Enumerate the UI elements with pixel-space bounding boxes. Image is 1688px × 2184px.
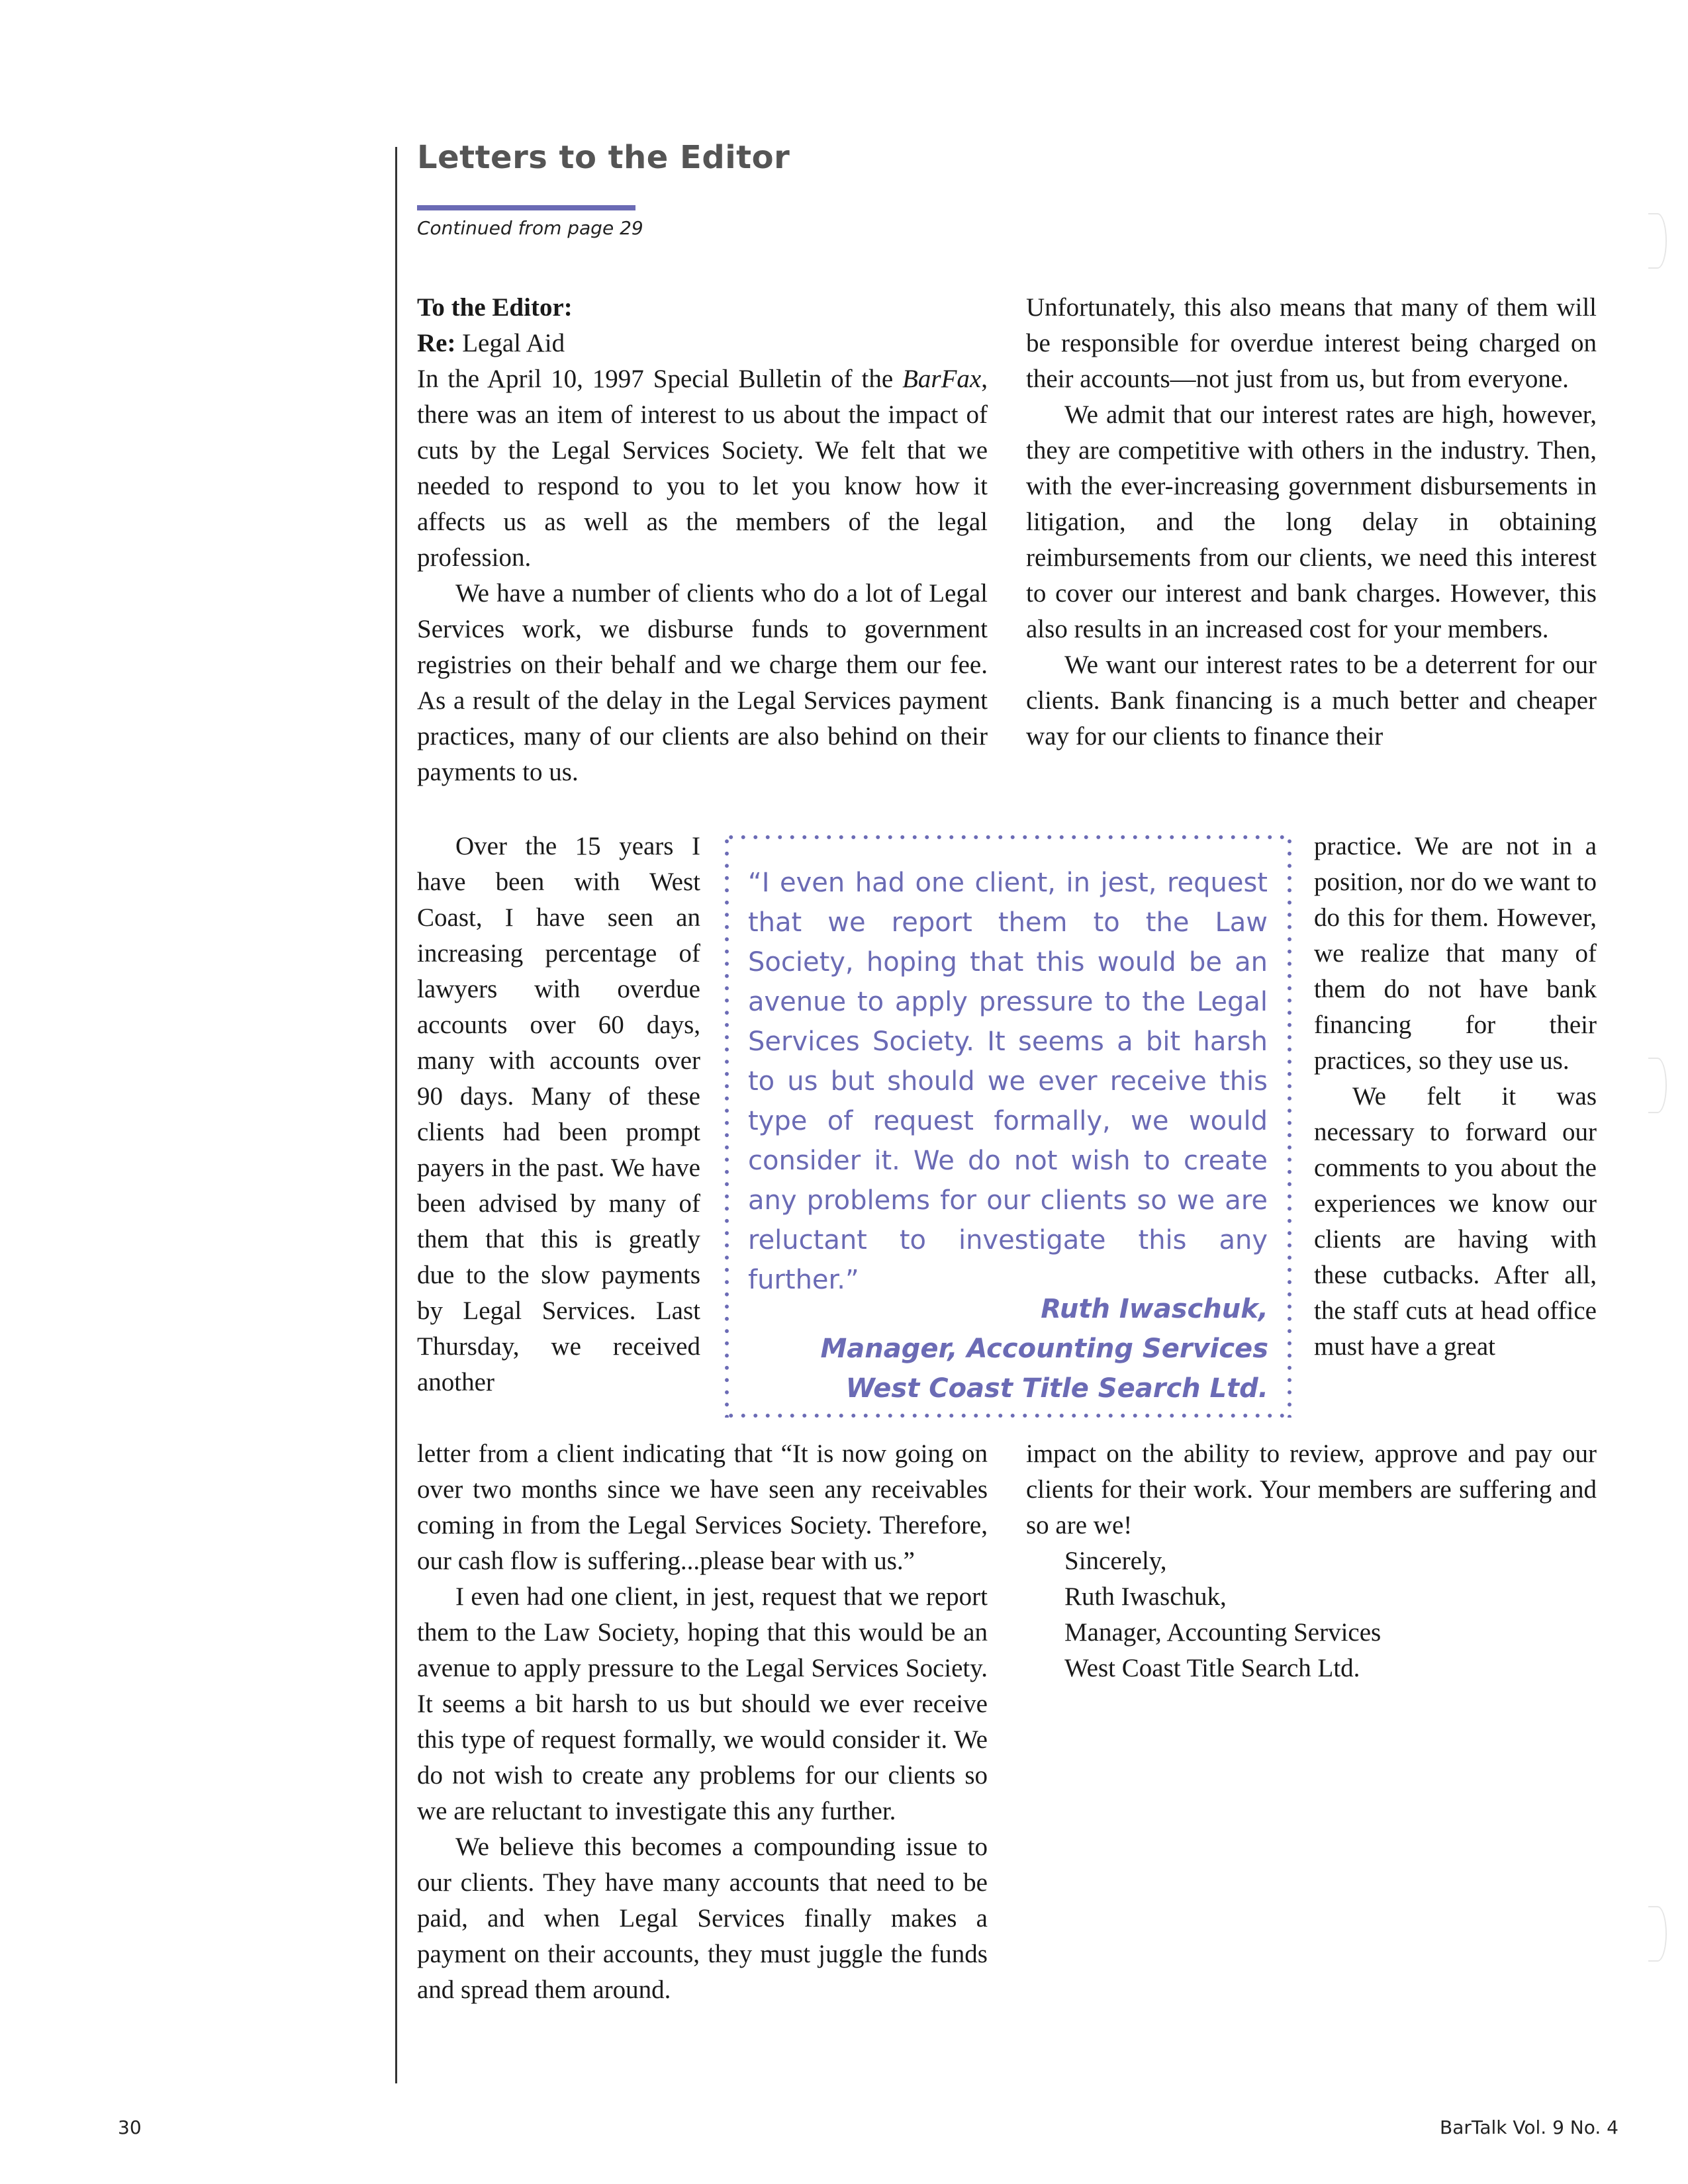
letter-paragraph-r3a: We want our interest rates to be a deterrent for our clients. Bank financing is a much better and cheaper way for our clients to finance their xyxy=(1026,651,1597,751)
continued-note: Continued from page 29 xyxy=(417,217,643,239)
pull-quote-border-left xyxy=(725,835,729,1418)
binder-hole-icon xyxy=(1648,1906,1667,1962)
right-column-narrow xyxy=(1314,829,1597,1365)
letter-subject: Re: Legal Aid xyxy=(417,329,565,357)
pull-quote-company: West Coast Title Search Ltd. xyxy=(845,1373,1268,1404)
pull-quote-border-bottom xyxy=(725,1414,1291,1418)
letter-paragraph-r4b: impact on the ability to review, approve and pay our clients for their work. Your members are suffering and so are we! xyxy=(1026,1439,1597,1539)
pull-quote-border-right xyxy=(1288,835,1291,1418)
letter-paragraph-2: We have a number of clients who do a lot of Legal Services work, we disburse funds to government registries on their behalf and we charge them our fee. As a result of the delay in the Legal Services payment practices, many of our clients are also behind on their payments to us. xyxy=(417,579,988,786)
letter-paragraph-3b: letter from a client indicating that “It is now going on over two months since we have seen any receivables coming in from the Legal Services Society. Therefore, our cash flow is suffering...please bear with us.” xyxy=(417,1439,988,1575)
pull-quote-attribution xyxy=(820,1289,1268,1408)
pull-quote-title: Manager, Accounting Services xyxy=(820,1334,1268,1364)
signature-block xyxy=(1026,1543,1597,1686)
letter-paragraph-r1: Unfortunately, this also means that many of them will be responsible for overdue interest being charged on their accounts—not just from us, but from everyone. xyxy=(1026,293,1597,393)
pull-quote-border-top xyxy=(725,835,1291,839)
left-column-top xyxy=(417,290,988,790)
signer-name: Ruth Iwaschuk, xyxy=(1064,1582,1227,1611)
pull-quote-name: Ruth Iwaschuk, xyxy=(1041,1294,1268,1324)
section-title: Letters to the Editor xyxy=(417,139,790,176)
letter-paragraph-1: In the April 10, 1997 Special Bulletin of the BarFax, there was an item of interest to us about the impact of cuts by the Legal Services Society. We felt that we needed to respond to you to let you know how it affects us as well as the members of the legal profession. xyxy=(417,365,988,572)
margin-rule xyxy=(395,147,397,2083)
pull-quote xyxy=(725,835,1291,1418)
binder-hole-icon xyxy=(1648,213,1667,269)
left-column-bottom xyxy=(417,1436,988,2008)
left-column-narrow xyxy=(417,829,700,1400)
letter-paragraph-r4a: We felt it was necessary to forward our comments to you about the experiences we know our clients are having with these cutbacks. After all, the staff cuts at head office must have a great xyxy=(1314,1082,1597,1361)
signer-company: West Coast Title Search Ltd. xyxy=(1064,1654,1360,1682)
letter-salutation: To the Editor: xyxy=(417,293,573,322)
letter-paragraph-3a: Over the 15 years I have been with West Coast, I have seen an increasing percentage of lawyers with overdue accounts over 60 days, many with accounts over 90 days. Many of these clients had been prompt payers in the past. We have been advised by many of them that this is greatly due to the slow payments by Legal Services. Last Thursday, we received another xyxy=(417,832,700,1396)
page-number: 30 xyxy=(118,2116,142,2138)
pull-quote-text: “I even had one client, in jest, request that we report them to the Law Society, hoping that this would be an avenue to apply pressure to the Legal Services Society. It seems a bit harsh to us but should we ever receive this type of request formally, we would consider it. We do not wish to create any problems for our clients so we are reluctant to investigate this any further.” xyxy=(748,868,1268,1295)
letter-paragraph-4: I even had one client, in jest, request that we report them to the Law Society, hoping that this would be an avenue to apply pressure to the Legal Services Society. It seems a bit harsh to us but should we ever receive this type of request formally, we would consider it. We do not wish to create any problems for our clients so we are reluctant to investigate this any further. xyxy=(417,1582,988,1825)
signer-title: Manager, Accounting Services xyxy=(1064,1618,1382,1647)
letter-paragraph-r2: We admit that our interest rates are high, however, they are competitive with others in the industry. Then, with the ever-increasing government disbursements in litigation, and the long delay in obtaining reimbursements from our clients, we need this interest to cover our interest and bank charges. However, this also results in an increased cost for your members. xyxy=(1026,400,1597,643)
right-column-bottom xyxy=(1026,1436,1597,1686)
letter-paragraph-r3b: practice. We are not in a position, nor do we want to do this for them. However, we realize that many of them do not have bank financing for their practices, so they use us. xyxy=(1314,832,1597,1075)
title-underline xyxy=(417,205,635,210)
letter-paragraph-5: We believe this becomes a compounding issue to our clients. They have many accounts that need to be paid, and when Legal Services finally makes a payment on their accounts, they must juggle the funds and spread them around. xyxy=(417,1833,988,2004)
binder-hole-icon xyxy=(1648,1058,1667,1113)
publication-footer: BarTalk Vol. 9 No. 4 xyxy=(1439,2116,1618,2138)
right-column-top xyxy=(1026,290,1597,754)
closing: Sincerely, xyxy=(1064,1547,1167,1575)
